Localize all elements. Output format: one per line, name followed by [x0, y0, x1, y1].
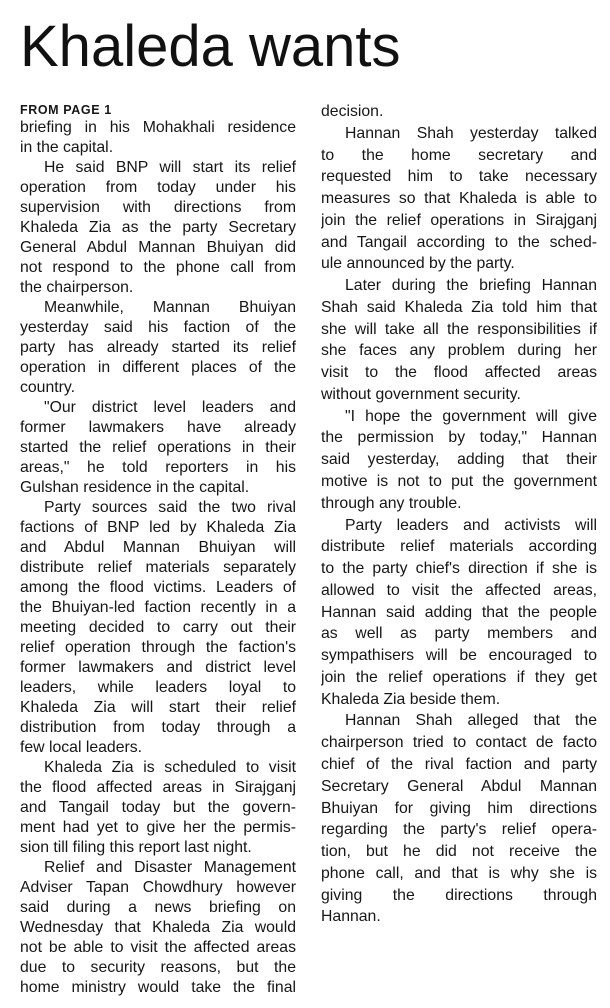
text-line: sympathisers will be encouraged to: [321, 647, 597, 665]
text-line: the Bhuiyan-led faction recently in a: [20, 599, 296, 616]
text-line: Party leaders and activists will: [345, 516, 597, 534]
text-line: "Our district level leaders and: [44, 399, 296, 416]
text-line: and Tangail according to the sched-: [321, 233, 597, 251]
text-line: said yesterday, adding that their: [321, 451, 597, 469]
text-line: few local leaders.: [20, 739, 143, 756]
text-line: visit to the flood affected areas: [321, 364, 597, 382]
text-line: and Abdul Mannan Bhuiyan will: [20, 539, 296, 556]
text-line: without government security.: [321, 385, 521, 403]
text-line: the chairperson.: [20, 279, 134, 296]
text-line: supervision with directions from: [20, 199, 296, 216]
text-line: Adviser Tapan Chowdhury however: [20, 879, 296, 896]
text-line: the flood affected areas in Sirajganj: [20, 779, 296, 796]
text-line: as well as party members and: [321, 625, 597, 643]
text-line: she will take all the responsibilities if: [321, 320, 597, 338]
jump-label: FROM PAGE 1: [20, 103, 112, 117]
text-line: to the home secretary and: [321, 146, 597, 164]
text-line: not respond to the phone call from: [20, 259, 296, 276]
text-line: not be able to visit the affected areas: [20, 939, 296, 956]
text-line: party has already started its relief: [20, 339, 296, 356]
text-line: factions of BNP led by Khaleda Zia: [20, 519, 296, 536]
text-line: phone call, and that is why she is: [321, 864, 597, 882]
text-line: Relief and Disaster Management: [44, 859, 296, 876]
text-line: relief operation through the faction's: [20, 639, 296, 656]
text-line: Shah said Khaleda Zia told him that: [321, 298, 597, 316]
text-line: and Tangail today but the govern-: [20, 799, 296, 816]
right-column-body: [321, 101, 597, 928]
text-line: Hannan Shah alleged that the: [345, 712, 597, 730]
text-line: Secretary General Abdul Mannan: [321, 777, 597, 795]
text-line: former lawmakers have already: [20, 419, 296, 436]
text-line: distribute relief materials according: [321, 538, 597, 556]
text-line: Hannan said adding that the people: [321, 603, 597, 621]
right-column: [321, 101, 597, 928]
text-line: chairperson tried to contact de facto: [321, 734, 597, 752]
text-line: operation from today under his: [20, 179, 296, 196]
text-line: decision.: [321, 103, 384, 120]
left-column-body: [20, 118, 296, 998]
text-line: to the party chief's direction if she is: [321, 560, 597, 578]
text-line: ment had yet to give her the permis-: [20, 819, 296, 836]
text-line: home ministry would take the final: [20, 979, 296, 996]
text-line: leaders, while leaders loyal to: [20, 679, 296, 696]
text-line: Party sources said the two rival: [44, 499, 296, 516]
text-line: in the capital.: [20, 139, 114, 156]
text-line: ule announced by the party.: [321, 255, 515, 273]
headline: Khaleda wants: [20, 14, 401, 79]
text-line: Meanwhile, Mannan Bhuiyan: [44, 299, 296, 316]
text-line: General Abdul Mannan Bhuiyan did: [20, 239, 296, 256]
text-line: operation in different places of the: [20, 359, 296, 376]
text-line: through any trouble.: [321, 494, 462, 512]
text-line: "I hope the government will give: [345, 407, 597, 425]
text-line: areas," he told reporters in his: [20, 459, 296, 476]
text-line: measures so that Khaleda is able to: [321, 190, 597, 208]
text-line: chief of the rival faction and party: [321, 755, 597, 773]
text-line: join the relief operations if they get: [321, 668, 597, 686]
text-line: distribution from today through a: [20, 719, 296, 736]
left-column: [20, 102, 296, 998]
text-line: among the flood victims. Leaders of: [20, 579, 296, 596]
text-line: yesterday said his faction of the: [20, 319, 296, 336]
text-line: she faces any problem during her: [321, 342, 597, 360]
text-line: distribute relief materials separately: [20, 559, 296, 576]
text-line: Later during the briefing Hannan: [345, 277, 597, 295]
text-line: Bhuiyan for giving him directions: [321, 799, 597, 817]
text-line: regarding the party's relief opera-: [321, 821, 597, 839]
text-line: Khaleda Zia will start their relief: [20, 699, 296, 716]
text-line: country.: [20, 379, 76, 396]
text-line: briefing in his Mohakhali residence: [20, 119, 296, 136]
text-line: Wednesday that Khaleda Zia would: [20, 919, 296, 936]
text-line: He said BNP will start its relief: [44, 159, 296, 176]
text-line: tion, but he did not receive the: [321, 843, 597, 861]
text-line: join the relief operations in Sirajganj: [321, 211, 597, 229]
text-line: Khaleda Zia beside them.: [321, 690, 501, 708]
text-line: Gulshan residence in the capital.: [20, 479, 250, 496]
text-line: meeting decided to carry out their: [20, 619, 296, 636]
text-line: former lawmakers and district level: [20, 659, 296, 676]
text-line: Hannan Shah yesterday talked: [345, 124, 597, 142]
text-line: due to security reasons, but the: [20, 959, 296, 976]
text-line: requested him to take necessary: [321, 168, 597, 186]
text-line: sion till filing this report last night.: [20, 839, 252, 856]
text-line: Hannan.: [321, 908, 381, 926]
text-line: Khaleda Zia as the party Secretary: [20, 219, 296, 236]
text-line: started the relief operations in their: [20, 439, 296, 456]
text-line: said during a news briefing on: [20, 899, 296, 916]
text-line: motive is not to put the government: [321, 473, 597, 491]
text-line: allowed to visit the affected areas,: [321, 581, 597, 599]
text-line: Khaleda Zia is scheduled to visit: [44, 759, 296, 776]
text-line: the permission by today," Hannan: [321, 429, 597, 447]
text-line: giving the directions through: [321, 886, 597, 904]
